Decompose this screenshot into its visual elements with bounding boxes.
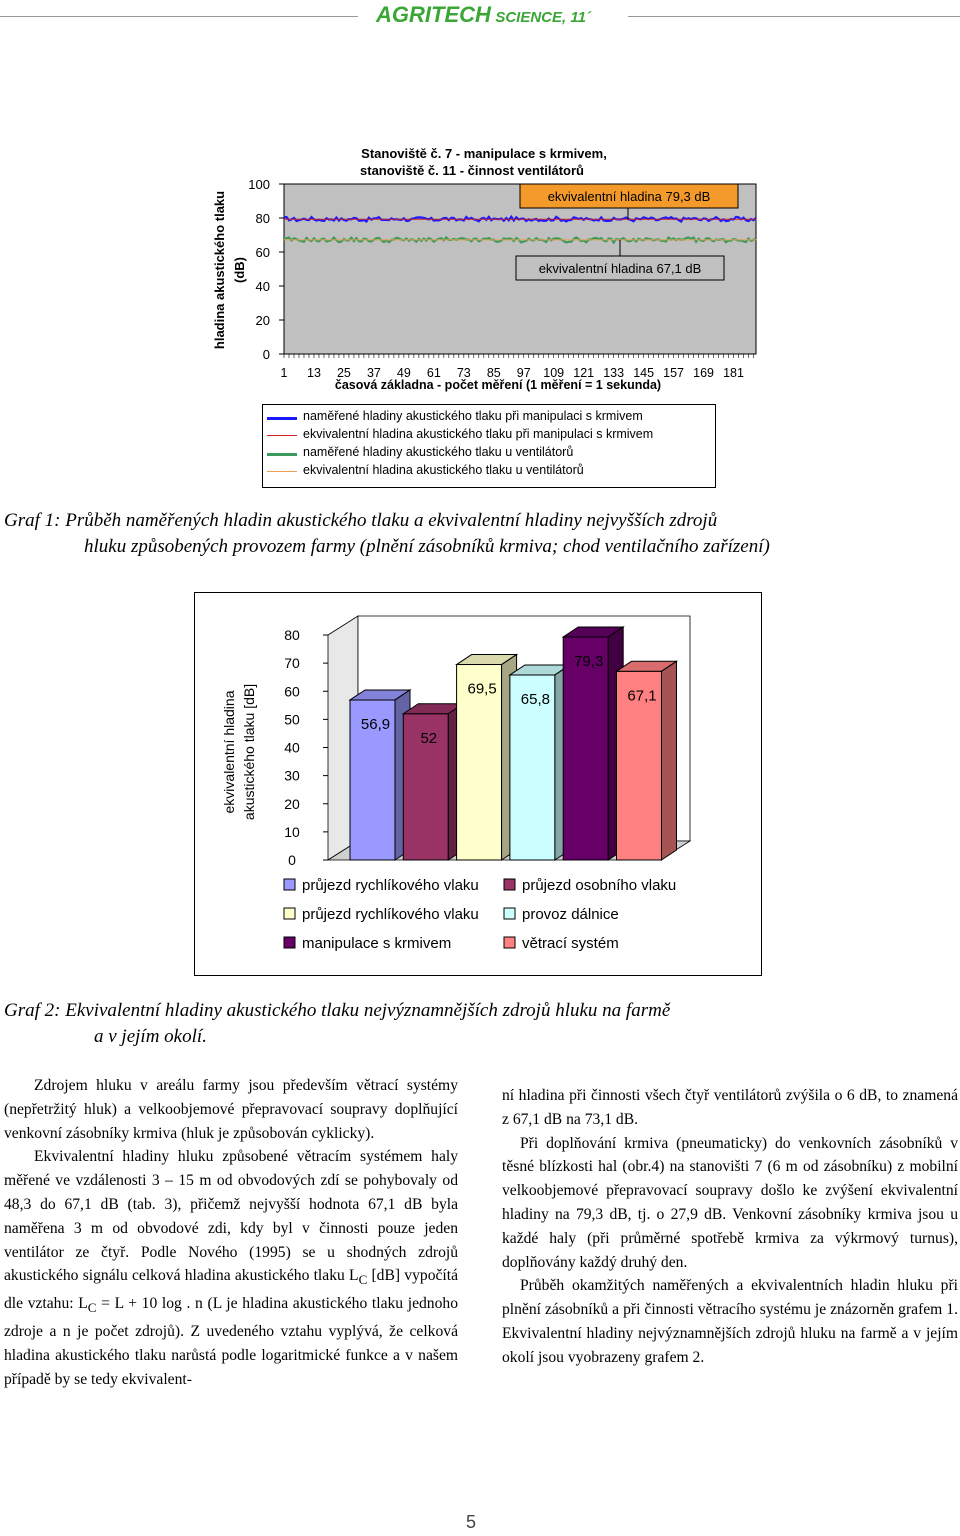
legend-swatch bbox=[284, 879, 295, 890]
x-tick-label: 73 bbox=[456, 366, 471, 380]
legend-label: průjezd osobního vlaku bbox=[522, 877, 677, 894]
y-tick-label: 60 bbox=[255, 245, 270, 260]
legend-label: průjezd rychlíkového vlaku bbox=[302, 877, 479, 894]
page-number: 5 bbox=[466, 1512, 477, 1532]
legend-label: větrací systém bbox=[522, 935, 619, 952]
bar-value-label: 56,9 bbox=[360, 715, 391, 733]
x-tick-label: 25 bbox=[336, 366, 351, 380]
chart-1-ylabel-line2: (dB) bbox=[232, 257, 247, 283]
journal-issue: SCIENCE, 11´ bbox=[495, 9, 591, 26]
legend-swatch-red bbox=[267, 435, 297, 436]
legend-swatch-orange bbox=[267, 471, 297, 472]
journal-title bbox=[376, 2, 591, 28]
x-tick-label: 61 bbox=[426, 366, 441, 380]
paragraph: Průběh okamžitých naměřených a ekvivalentních hladin hluku při plnění zásobníků a při činnosti větracího systému je znázorněn grafem 1. Ekvivalentní hladiny nejvýznamnějších zdrojů hluku na farmě a v jejím okolí jsou vyobrazeny grafem 2. bbox=[502, 1277, 958, 1366]
bar-side bbox=[662, 661, 677, 860]
legend-label: manipulace s krmivem bbox=[302, 935, 452, 952]
chart-2-bar bbox=[194, 592, 762, 976]
x-tick-label: 13 bbox=[307, 366, 321, 380]
legend-swatch bbox=[504, 879, 515, 890]
y-tick-label: 40 bbox=[284, 739, 300, 756]
y-tick-label: 20 bbox=[255, 313, 270, 328]
paragraph-text: [dB] vypočítá dle vztahu: L bbox=[4, 1267, 458, 1313]
chart-1-legend bbox=[262, 404, 716, 488]
annotation-low: ekvivalentní hladina 67,1 dB bbox=[538, 261, 702, 276]
header-rule-right bbox=[628, 16, 960, 17]
y-tick-label: 0 bbox=[262, 347, 270, 362]
x-tick-label: 181 bbox=[723, 366, 744, 380]
paragraph-text: = L + 10 log . n (L je hladina akustického tlaku jednoho zdroje a n je počet zdrojů). Z uvedeného vztahu vyplývá, že celková hladina akustického tlaku narůstá podle logaritmické funkce a v našem případě by se tedy ekvivalent- bbox=[4, 1295, 458, 1388]
caption-1-line2: hluku způsobených provozem farmy (plnění zásobníků krmiva; chod ventilačního zařízení) bbox=[84, 536, 770, 557]
x-tick-label: 169 bbox=[693, 366, 714, 380]
x-tick-label: 133 bbox=[603, 366, 625, 380]
chart-1-xlabel: časová základna - počet měření (1 měření = 1 sekunda) bbox=[334, 378, 662, 392]
y-tick-label: 30 bbox=[284, 767, 300, 784]
chart-1-line bbox=[200, 140, 770, 402]
legend-label: ekvivalentní hladina akustického tlaku při manipulaci s krmivem bbox=[303, 427, 654, 441]
caption-1-line1: Graf 1: Průběh naměřených hladin akustického tlaku a ekvivalentní hladiny nejvyšších zdrojů bbox=[4, 510, 718, 531]
legend-swatch bbox=[284, 937, 295, 948]
chart-1-title-line1: Stanoviště č. 7 - manipulace s krmivem, bbox=[361, 146, 607, 161]
subscript: C bbox=[87, 1300, 97, 1316]
y-tick-label: 0 bbox=[288, 852, 296, 868]
paragraph bbox=[4, 1145, 458, 1391]
y-tick-label: 10 bbox=[284, 823, 300, 840]
page-header bbox=[0, 0, 960, 34]
x-tick-label: 97 bbox=[516, 366, 531, 380]
bar-value-label: 69,5 bbox=[467, 680, 497, 698]
bar bbox=[563, 637, 608, 860]
y-tick-label: 100 bbox=[248, 177, 270, 192]
chart-2-ylabel-line1: ekvivalentní hladina bbox=[221, 690, 237, 814]
body-column-left bbox=[4, 1074, 458, 1392]
body-column-right bbox=[502, 1084, 958, 1370]
legend-label: naměřené hladiny akustického tlaku u ventilátorů bbox=[303, 445, 574, 459]
y-tick-label: 70 bbox=[284, 655, 300, 672]
y-tick-label: 60 bbox=[284, 683, 300, 700]
x-tick-label: 37 bbox=[366, 366, 381, 380]
paragraph: Při doplňování krmiva (pneumaticky) do venkovních zásobníků v těsné blízkosti hal (obr.4) na stanovišti 7 (6 m od zásobníku) z mobilní velkoobjemové přepravovací soupravy došlo ke zvýšení ekvivalentní hladiny na 79,3 dB, tj. o 27,9 dB. Venkovní zásobníky krmiva jsou u každé haly (při průměrné spotřebě krmiva za výkrmový turnus), doplňovány každý druhý den. bbox=[502, 1134, 958, 1271]
legend-label: naměřené hladiny akustického tlaku při manipulaci s krmivem bbox=[303, 409, 643, 423]
legend-swatch-green bbox=[267, 453, 297, 456]
x-tick-label: 157 bbox=[663, 366, 685, 380]
x-tick-label: 121 bbox=[573, 366, 595, 380]
bar-value-label: 65,8 bbox=[520, 690, 551, 708]
bar-value-label: 67,1 bbox=[627, 687, 657, 705]
bar-value-label: 79,3 bbox=[574, 652, 604, 670]
chart-1-title-line2: stanoviště č. 11 - činnost ventilátorů bbox=[360, 163, 584, 178]
x-tick-label: 85 bbox=[486, 366, 501, 380]
legend-label: ekvivalentní hladina akustického tlaku u ventilátorů bbox=[303, 463, 584, 477]
bar-value-label: 52 bbox=[420, 729, 438, 747]
caption-2-line2: a v jejím okolí. bbox=[94, 1026, 207, 1047]
y-tick-label: 20 bbox=[284, 795, 300, 812]
legend-label: provoz dálnice bbox=[522, 906, 619, 923]
chart-2-ylabel-line2: akustického tlaku [dB] bbox=[241, 683, 257, 821]
legend-swatch-blue bbox=[267, 417, 297, 420]
y-tick-label: 80 bbox=[255, 211, 270, 226]
y-tick-label: 50 bbox=[284, 711, 300, 728]
subscript: C bbox=[358, 1272, 368, 1288]
y-tick-label: 80 bbox=[284, 627, 300, 643]
x-tick-label: 49 bbox=[396, 366, 411, 380]
legend-swatch bbox=[504, 908, 515, 919]
header-rule-left bbox=[0, 16, 358, 17]
caption-2-line1: Graf 2: Ekvivalentní hladiny akustického tlaku nejvýznamnějších zdrojů hluku na farmě bbox=[4, 1000, 671, 1021]
paragraph: Zdrojem hluku v areálu farmy jsou především větrací systémy (nepřetržitý hluk) a velkoobjemové přepravovací soupravy doplňující venkovní zásobníky krmiva (hluk je způsobován cyklicky). bbox=[4, 1077, 458, 1142]
chart-1-ylabel-line1: hladina akustického tlaku bbox=[212, 190, 227, 350]
legend-swatch bbox=[504, 937, 515, 948]
paragraph-text: Ekvivalentní hladiny hluku způsobené větracím systémem haly měřené ve vzdálenosti 3 – 15 m od obvodových zdí se pohybovaly od 48,3 do 67,1 dB (tab. 3), přičemž nejvyšší hodnota 67,1 dB byla naměřena 3 m od obvodové zdi, kdy byl v činnosti pouze jeden ventilátor ze čtyř. Podle Nového (1995) se u shodných zdrojů akustického signálu celková hladina akustického tlaku L bbox=[4, 1148, 458, 1285]
legend-label: průjezd rychlíkového vlaku bbox=[302, 906, 479, 923]
x-tick-label: 1 bbox=[280, 366, 288, 380]
y-tick-label: 40 bbox=[255, 279, 270, 294]
journal-name: AGRITECH bbox=[376, 2, 491, 27]
annotation-high: ekvivalentní hladina 79,3 dB bbox=[547, 189, 711, 204]
x-tick-label: 109 bbox=[543, 366, 565, 380]
legend-swatch bbox=[284, 908, 295, 919]
x-tick-label: 145 bbox=[633, 366, 655, 380]
paragraph: ní hladina při činnosti všech čtyř ventilátorů zvýšila o 6 dB, to znamená z 67,1 dB na 73,1 dB. bbox=[502, 1087, 958, 1128]
